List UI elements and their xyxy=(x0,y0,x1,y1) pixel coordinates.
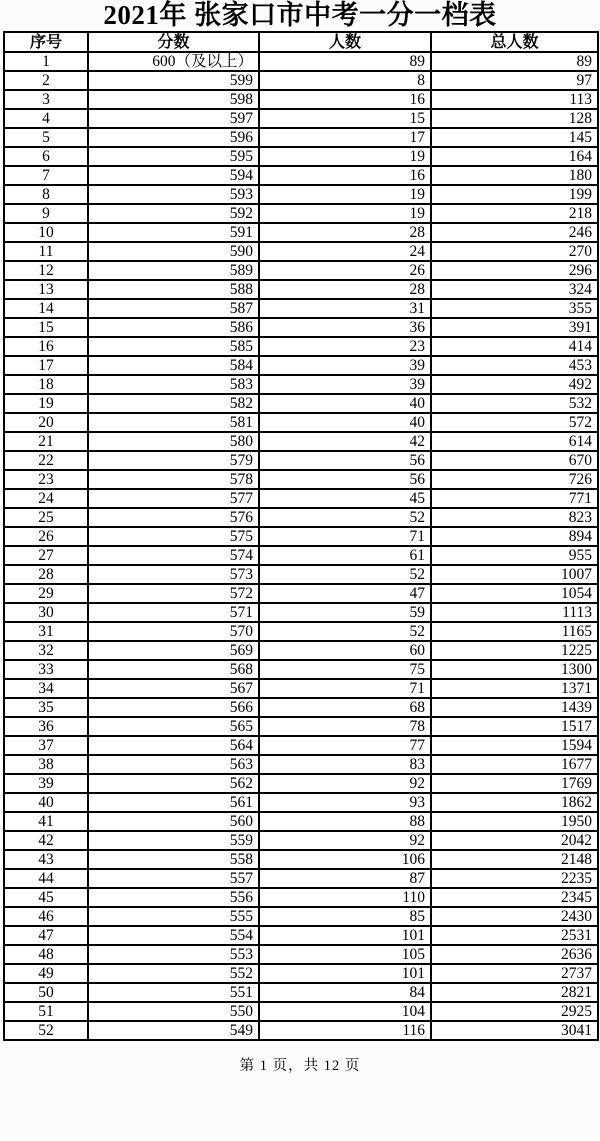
serial-cell: 52 xyxy=(4,1021,88,1040)
table-row xyxy=(4,964,598,983)
serial-cell: 43 xyxy=(4,850,88,869)
table-row xyxy=(4,204,598,223)
score-cell: 581 xyxy=(88,413,259,432)
serial-cell: 44 xyxy=(4,869,88,888)
score-cell: 595 xyxy=(88,147,259,166)
score-cell: 582 xyxy=(88,394,259,413)
total-cell: 1862 xyxy=(431,793,598,812)
serial-cell: 45 xyxy=(4,888,88,907)
table-row xyxy=(4,850,598,869)
total-cell: 1300 xyxy=(431,660,598,679)
score-cell: 600（及以上） xyxy=(88,52,259,71)
count-cell: 77 xyxy=(259,736,431,755)
table-row xyxy=(4,451,598,470)
table-row xyxy=(4,1002,598,1021)
count-cell: 19 xyxy=(259,185,431,204)
score-cell: 591 xyxy=(88,223,259,242)
table-row xyxy=(4,907,598,926)
table-row xyxy=(4,508,598,527)
serial-cell: 14 xyxy=(4,299,88,318)
total-cell: 1113 xyxy=(431,603,598,622)
serial-cell: 5 xyxy=(4,128,88,147)
count-cell: 19 xyxy=(259,204,431,223)
score-cell: 563 xyxy=(88,755,259,774)
score-cell: 564 xyxy=(88,736,259,755)
score-cell: 597 xyxy=(88,109,259,128)
table-row xyxy=(4,318,598,337)
total-cell: 97 xyxy=(431,71,598,90)
score-cell: 580 xyxy=(88,432,259,451)
serial-cell: 12 xyxy=(4,261,88,280)
serial-cell: 19 xyxy=(4,394,88,413)
count-cell: 101 xyxy=(259,926,431,945)
total-cell: 726 xyxy=(431,470,598,489)
serial-cell: 23 xyxy=(4,470,88,489)
serial-cell: 27 xyxy=(4,546,88,565)
total-cell: 246 xyxy=(431,223,598,242)
score-cell: 556 xyxy=(88,888,259,907)
serial-cell: 4 xyxy=(4,109,88,128)
header-cumulative-total: 总人数 xyxy=(431,32,598,52)
count-cell: 87 xyxy=(259,869,431,888)
count-cell: 85 xyxy=(259,907,431,926)
score-cell: 557 xyxy=(88,869,259,888)
total-cell: 894 xyxy=(431,527,598,546)
count-cell: 106 xyxy=(259,850,431,869)
serial-cell: 46 xyxy=(4,907,88,926)
score-cell: 572 xyxy=(88,584,259,603)
score-cell: 585 xyxy=(88,337,259,356)
total-cell: 2235 xyxy=(431,869,598,888)
serial-cell: 16 xyxy=(4,337,88,356)
score-cell: 593 xyxy=(88,185,259,204)
count-cell: 110 xyxy=(259,888,431,907)
serial-cell: 30 xyxy=(4,603,88,622)
count-cell: 23 xyxy=(259,337,431,356)
table-row xyxy=(4,869,598,888)
serial-cell: 42 xyxy=(4,831,88,850)
serial-cell: 51 xyxy=(4,1002,88,1021)
count-cell: 16 xyxy=(259,90,431,109)
total-cell: 2531 xyxy=(431,926,598,945)
serial-cell: 9 xyxy=(4,204,88,223)
score-cell: 565 xyxy=(88,717,259,736)
table-row xyxy=(4,660,598,679)
count-cell: 45 xyxy=(259,489,431,508)
total-cell: 2821 xyxy=(431,983,598,1002)
total-cell: 614 xyxy=(431,432,598,451)
total-cell: 218 xyxy=(431,204,598,223)
score-cell: 576 xyxy=(88,508,259,527)
total-cell: 1165 xyxy=(431,622,598,641)
count-cell: 26 xyxy=(259,261,431,280)
count-cell: 75 xyxy=(259,660,431,679)
serial-cell: 47 xyxy=(4,926,88,945)
score-cell: 551 xyxy=(88,983,259,1002)
total-cell: 1225 xyxy=(431,641,598,660)
table-row xyxy=(4,432,598,451)
table-row xyxy=(4,812,598,831)
serial-cell: 31 xyxy=(4,622,88,641)
count-cell: 61 xyxy=(259,546,431,565)
table-row xyxy=(4,622,598,641)
score-cell: 559 xyxy=(88,831,259,850)
total-cell: 1054 xyxy=(431,584,598,603)
serial-cell: 3 xyxy=(4,90,88,109)
serial-cell: 49 xyxy=(4,964,88,983)
serial-cell: 10 xyxy=(4,223,88,242)
score-cell: 568 xyxy=(88,660,259,679)
total-cell: 532 xyxy=(431,394,598,413)
score-cell: 578 xyxy=(88,470,259,489)
count-cell: 84 xyxy=(259,983,431,1002)
table-row xyxy=(4,147,598,166)
score-cell: 579 xyxy=(88,451,259,470)
table-row xyxy=(4,983,598,1002)
serial-cell: 22 xyxy=(4,451,88,470)
serial-cell: 20 xyxy=(4,413,88,432)
total-cell: 2636 xyxy=(431,945,598,964)
score-cell: 573 xyxy=(88,565,259,584)
score-cell: 570 xyxy=(88,622,259,641)
serial-cell: 40 xyxy=(4,793,88,812)
count-cell: 101 xyxy=(259,964,431,983)
score-cell: 592 xyxy=(88,204,259,223)
table-row xyxy=(4,603,598,622)
table-row xyxy=(4,413,598,432)
total-cell: 2925 xyxy=(431,1002,598,1021)
count-cell: 31 xyxy=(259,299,431,318)
serial-cell: 29 xyxy=(4,584,88,603)
table-row xyxy=(4,641,598,660)
page-title: 2021年 张家口市中考一分一档表 xyxy=(103,0,497,30)
count-cell: 93 xyxy=(259,793,431,812)
table-row xyxy=(4,774,598,793)
total-cell: 164 xyxy=(431,147,598,166)
count-cell: 56 xyxy=(259,451,431,470)
count-cell: 92 xyxy=(259,774,431,793)
table-row xyxy=(4,90,598,109)
serial-cell: 50 xyxy=(4,983,88,1002)
table-row xyxy=(4,109,598,128)
total-cell: 1007 xyxy=(431,565,598,584)
table-row xyxy=(4,527,598,546)
table-row xyxy=(4,1021,598,1040)
count-cell: 15 xyxy=(259,109,431,128)
count-cell: 42 xyxy=(259,432,431,451)
total-cell: 89 xyxy=(431,52,598,71)
serial-cell: 2 xyxy=(4,71,88,90)
serial-cell: 35 xyxy=(4,698,88,717)
table-row xyxy=(4,166,598,185)
table-row xyxy=(4,698,598,717)
table-row xyxy=(4,470,598,489)
count-cell: 89 xyxy=(259,52,431,71)
header-count: 人数 xyxy=(259,32,431,52)
table-row xyxy=(4,223,598,242)
count-cell: 52 xyxy=(259,508,431,527)
total-cell: 2737 xyxy=(431,964,598,983)
table-row xyxy=(4,793,598,812)
header-serial-number: 序号 xyxy=(4,32,88,52)
count-cell: 105 xyxy=(259,945,431,964)
score-cell: 550 xyxy=(88,1002,259,1021)
count-cell: 39 xyxy=(259,356,431,375)
score-cell: 554 xyxy=(88,926,259,945)
table-row xyxy=(4,71,598,90)
table-row xyxy=(4,375,598,394)
table-row xyxy=(4,489,598,508)
count-cell: 52 xyxy=(259,622,431,641)
total-cell: 771 xyxy=(431,489,598,508)
count-cell: 71 xyxy=(259,679,431,698)
count-cell: 78 xyxy=(259,717,431,736)
table-row xyxy=(4,356,598,375)
score-cell: 583 xyxy=(88,375,259,394)
count-cell: 36 xyxy=(259,318,431,337)
count-cell: 52 xyxy=(259,565,431,584)
serial-cell: 37 xyxy=(4,736,88,755)
count-cell: 16 xyxy=(259,166,431,185)
table-row xyxy=(4,945,598,964)
score-cell: 577 xyxy=(88,489,259,508)
serial-cell: 33 xyxy=(4,660,88,679)
count-cell: 28 xyxy=(259,223,431,242)
table-row xyxy=(4,299,598,318)
count-cell: 60 xyxy=(259,641,431,660)
score-cell: 588 xyxy=(88,280,259,299)
serial-cell: 24 xyxy=(4,489,88,508)
count-cell: 39 xyxy=(259,375,431,394)
serial-cell: 17 xyxy=(4,356,88,375)
score-cell: 569 xyxy=(88,641,259,660)
score-cell: 574 xyxy=(88,546,259,565)
total-cell: 180 xyxy=(431,166,598,185)
serial-cell: 34 xyxy=(4,679,88,698)
table-row xyxy=(4,261,598,280)
count-cell: 104 xyxy=(259,1002,431,1021)
serial-cell: 15 xyxy=(4,318,88,337)
total-cell: 3041 xyxy=(431,1021,598,1040)
total-cell: 355 xyxy=(431,299,598,318)
total-cell: 1371 xyxy=(431,679,598,698)
score-cell: 575 xyxy=(88,527,259,546)
count-cell: 19 xyxy=(259,147,431,166)
table-header-row xyxy=(4,32,598,52)
score-cell: 598 xyxy=(88,90,259,109)
score-cell: 555 xyxy=(88,907,259,926)
count-cell: 17 xyxy=(259,128,431,147)
table-row xyxy=(4,394,598,413)
serial-cell: 32 xyxy=(4,641,88,660)
total-cell: 324 xyxy=(431,280,598,299)
serial-cell: 18 xyxy=(4,375,88,394)
total-cell: 391 xyxy=(431,318,598,337)
table-row xyxy=(4,546,598,565)
score-table-body xyxy=(4,52,598,1040)
table-row xyxy=(4,831,598,850)
table-row xyxy=(4,242,598,261)
table-row xyxy=(4,679,598,698)
score-cell: 587 xyxy=(88,299,259,318)
total-cell: 955 xyxy=(431,546,598,565)
serial-cell: 41 xyxy=(4,812,88,831)
count-cell: 24 xyxy=(259,242,431,261)
score-cell: 594 xyxy=(88,166,259,185)
serial-cell: 11 xyxy=(4,242,88,261)
serial-cell: 28 xyxy=(4,565,88,584)
score-cell: 590 xyxy=(88,242,259,261)
serial-cell: 13 xyxy=(4,280,88,299)
table-row xyxy=(4,888,598,907)
serial-cell: 1 xyxy=(4,52,88,71)
table-row xyxy=(4,337,598,356)
total-cell: 1594 xyxy=(431,736,598,755)
score-cell: 567 xyxy=(88,679,259,698)
table-row xyxy=(4,52,598,71)
serial-cell: 39 xyxy=(4,774,88,793)
total-cell: 270 xyxy=(431,242,598,261)
total-cell: 823 xyxy=(431,508,598,527)
count-cell: 92 xyxy=(259,831,431,850)
total-cell: 453 xyxy=(431,356,598,375)
table-row xyxy=(4,926,598,945)
score-cell: 558 xyxy=(88,850,259,869)
serial-cell: 36 xyxy=(4,717,88,736)
table-row xyxy=(4,717,598,736)
total-cell: 1950 xyxy=(431,812,598,831)
serial-cell: 38 xyxy=(4,755,88,774)
total-cell: 2042 xyxy=(431,831,598,850)
score-cell: 589 xyxy=(88,261,259,280)
count-cell: 59 xyxy=(259,603,431,622)
total-cell: 1769 xyxy=(431,774,598,793)
score-cell: 584 xyxy=(88,356,259,375)
count-cell: 68 xyxy=(259,698,431,717)
total-cell: 199 xyxy=(431,185,598,204)
count-cell: 83 xyxy=(259,755,431,774)
total-cell: 2345 xyxy=(431,888,598,907)
score-cell: 561 xyxy=(88,793,259,812)
score-cell: 549 xyxy=(88,1021,259,1040)
serial-cell: 26 xyxy=(4,527,88,546)
count-cell: 116 xyxy=(259,1021,431,1040)
score-cell: 586 xyxy=(88,318,259,337)
total-cell: 1439 xyxy=(431,698,598,717)
count-cell: 28 xyxy=(259,280,431,299)
count-cell: 88 xyxy=(259,812,431,831)
score-cell: 599 xyxy=(88,71,259,90)
serial-cell: 7 xyxy=(4,166,88,185)
total-cell: 145 xyxy=(431,128,598,147)
table-row xyxy=(4,565,598,584)
score-cell: 562 xyxy=(88,774,259,793)
score-cell: 596 xyxy=(88,128,259,147)
table-row xyxy=(4,128,598,147)
score-cell: 566 xyxy=(88,698,259,717)
table-row xyxy=(4,755,598,774)
count-cell: 56 xyxy=(259,470,431,489)
total-cell: 572 xyxy=(431,413,598,432)
total-cell: 1517 xyxy=(431,717,598,736)
count-cell: 40 xyxy=(259,394,431,413)
total-cell: 492 xyxy=(431,375,598,394)
serial-cell: 25 xyxy=(4,508,88,527)
score-cell: 560 xyxy=(88,812,259,831)
total-cell: 1677 xyxy=(431,755,598,774)
total-cell: 414 xyxy=(431,337,598,356)
count-cell: 71 xyxy=(259,527,431,546)
score-cell: 571 xyxy=(88,603,259,622)
total-cell: 670 xyxy=(431,451,598,470)
table-row xyxy=(4,584,598,603)
table-row xyxy=(4,185,598,204)
count-cell: 8 xyxy=(259,71,431,90)
table-row xyxy=(4,280,598,299)
score-cell: 553 xyxy=(88,945,259,964)
count-cell: 47 xyxy=(259,584,431,603)
count-cell: 40 xyxy=(259,413,431,432)
total-cell: 2430 xyxy=(431,907,598,926)
serial-cell: 8 xyxy=(4,185,88,204)
total-cell: 2148 xyxy=(431,850,598,869)
serial-cell: 21 xyxy=(4,432,88,451)
total-cell: 128 xyxy=(431,109,598,128)
table-row xyxy=(4,736,598,755)
serial-cell: 6 xyxy=(4,147,88,166)
total-cell: 113 xyxy=(431,90,598,109)
score-distribution-table xyxy=(3,31,599,1041)
score-cell: 552 xyxy=(88,964,259,983)
header-score: 分数 xyxy=(88,32,259,52)
total-cell: 296 xyxy=(431,261,598,280)
serial-cell: 48 xyxy=(4,945,88,964)
page-number-footer: 第 1 页，共 12 页 xyxy=(239,1058,361,1074)
